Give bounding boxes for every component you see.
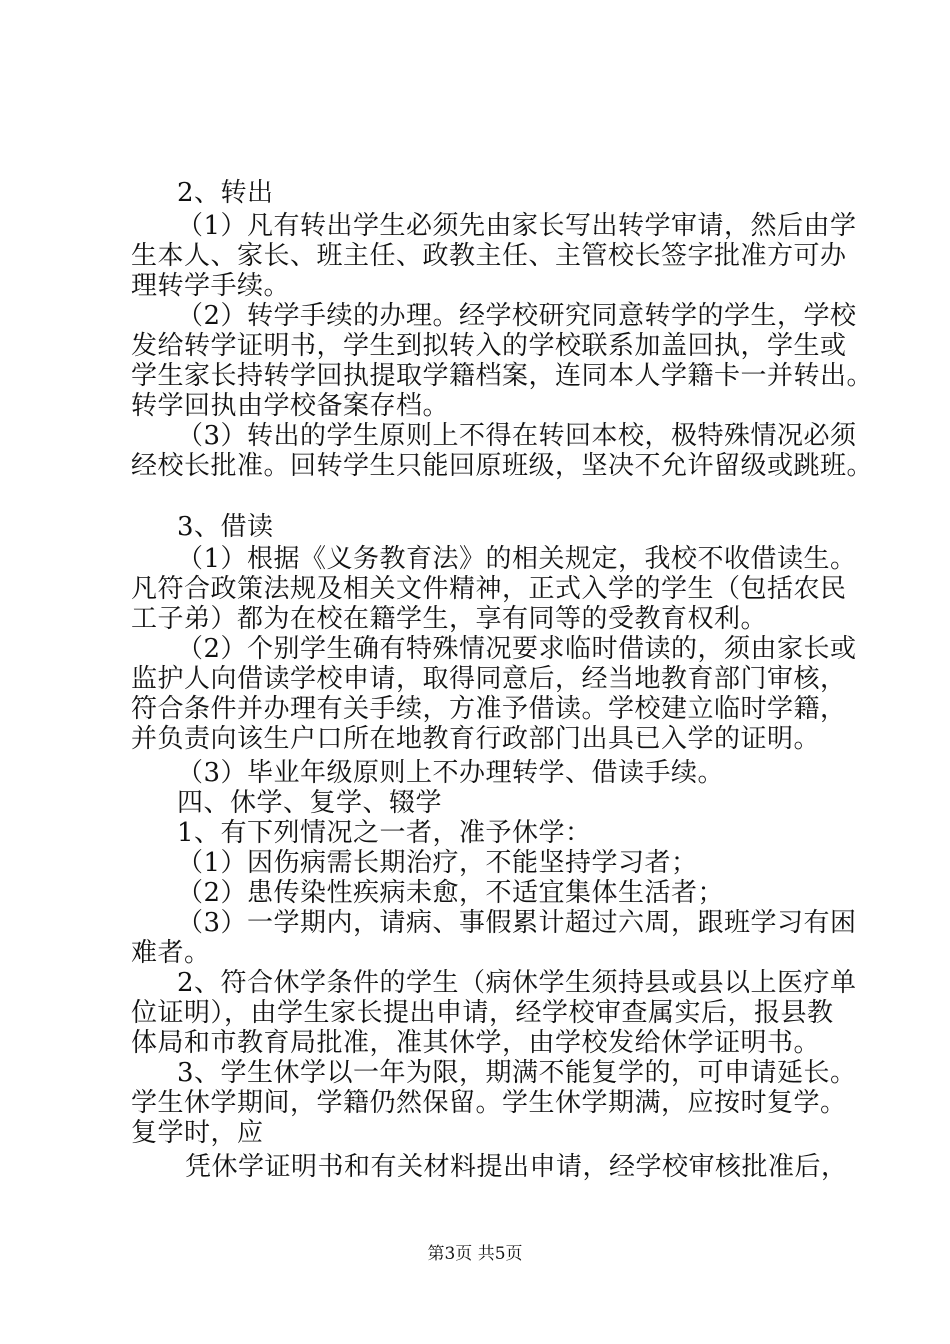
paragraph-line: （1）根据《义务教育法》的相关规定，我校不收借读生。 bbox=[177, 544, 857, 574]
paragraph-line: 复学时，应 bbox=[131, 1118, 264, 1148]
paragraph-line: 发给转学证明书，学生到拟转入的学校联系加盖回执，学生或 bbox=[131, 331, 847, 361]
heading-borrowed-study: 3、借读 bbox=[177, 512, 274, 542]
paragraph-line: 位证明），由学生家长提出申请，经学校审查属实后，报县教 bbox=[131, 998, 834, 1028]
paragraph-line: 工子弟）都为在校在籍学生，享有同等的受教育权利。 bbox=[131, 604, 768, 634]
list-item: （3）一学期内，请病、事假累计超过六周，跟班学习有困 bbox=[177, 908, 857, 938]
paragraph-line: 符合条件并办理有关手续，方准予借读。学校建立临时学籍， bbox=[131, 694, 847, 724]
paragraph-line: 1、有下列情况之一者，准予休学： bbox=[177, 818, 592, 848]
paragraph-line: （1）凡有转出学生必须先由家长写出转学审请，然后由学 bbox=[177, 211, 857, 241]
section-heading: 四、休学、复学、辍学 bbox=[177, 788, 443, 818]
list-item: （1）因伤病需长期治疗，不能坚持学习者； bbox=[177, 848, 698, 878]
paragraph-line: 凭休学证明书和有关材料提出申请，经学校审核批准后， bbox=[185, 1152, 848, 1182]
paragraph-line: 难者。 bbox=[131, 938, 211, 968]
paragraph-line: 监护人向借读学校申请，取得同意后，经当地教育部门审核， bbox=[131, 664, 847, 694]
paragraph-line: 转学回执由学校备案存档。 bbox=[131, 391, 450, 421]
paragraph-line: 生本人、家长、班主任、政教主任、主管校长签字批准方可办 bbox=[131, 241, 847, 271]
paragraph-line: 体局和市教育局批准，准其休学，由学校发给休学证明书。 bbox=[131, 1028, 821, 1058]
heading-transfer-out: 2、转出 bbox=[177, 178, 274, 208]
paragraph-line: 3、学生休学以一年为限，期满不能复学的，可申请延长。 bbox=[177, 1058, 857, 1088]
paragraph-line: 学生休学期间，学籍仍然保留。学生休学期满，应按时复学。 bbox=[131, 1088, 847, 1118]
page-number-footer: 第3页 共5页 bbox=[427, 1244, 523, 1264]
paragraph-line: 2、符合休学条件的学生（病休学生须持县或县以上医疗单 bbox=[177, 968, 857, 998]
paragraph-line: 凡符合政策法规及相关文件精神，正式入学的学生（包括农民 bbox=[131, 574, 847, 604]
paragraph-line: 理转学手续。 bbox=[131, 271, 291, 301]
paragraph-line: （3）毕业年级原则上不办理转学、借读手续。 bbox=[177, 758, 725, 788]
paragraph-line: （3）转出的学生原则上不得在转回本校，极特殊情况必须 bbox=[177, 421, 857, 451]
paragraph-line: 经校长批准。回转学生只能回原班级，坚决不允许留级或跳班。 bbox=[131, 451, 874, 481]
paragraph-line: （2）转学手续的办理。经学校研究同意转学的学生，学校 bbox=[177, 301, 857, 331]
list-item: （2）患传染性疾病未愈，不适宜集体生活者； bbox=[177, 878, 725, 908]
paragraph-line: （2）个别学生确有特殊情况要求临时借读的，须由家长或 bbox=[177, 634, 857, 664]
paragraph-line: 并负责向该生户口所在地教育行政部门出具已入学的证明。 bbox=[131, 724, 821, 754]
paragraph-line: 学生家长持转学回执提取学籍档案，连同本人学籍卡一并转出。 bbox=[131, 361, 874, 391]
